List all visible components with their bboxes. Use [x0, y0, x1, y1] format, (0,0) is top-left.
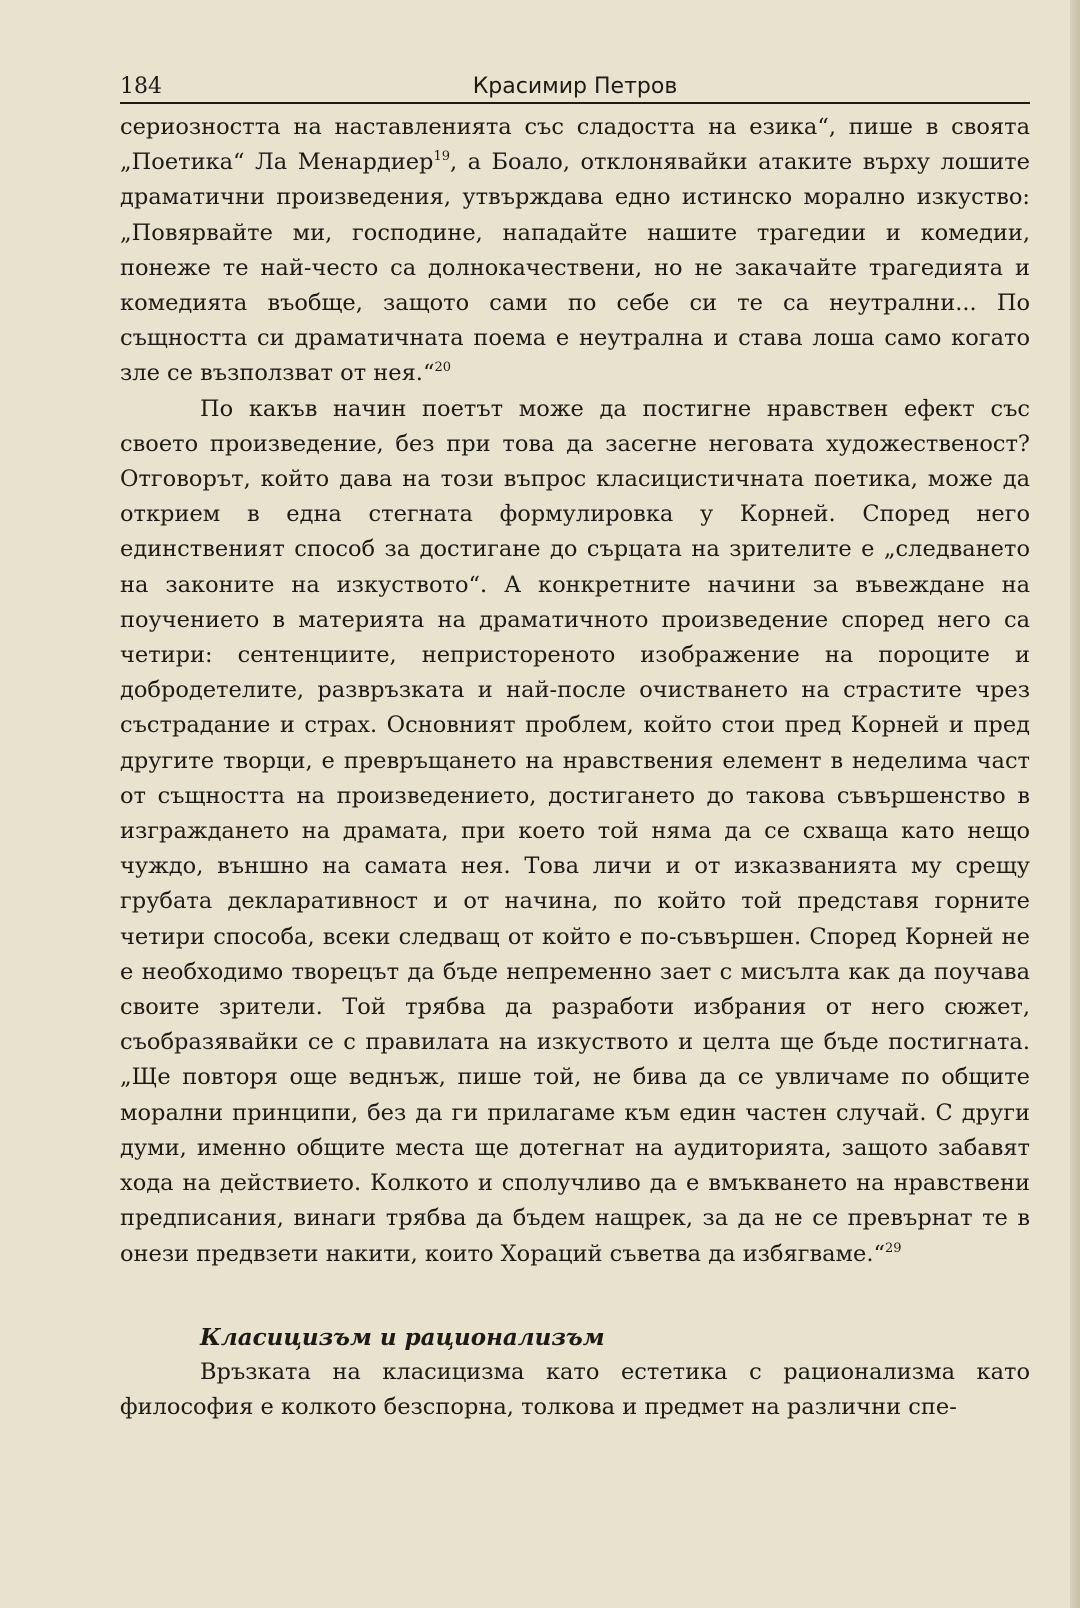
- text-segment: По какъв начин поетът може да постигне нравствен ефект със своето произведение, без при това да засегне неговата художественост? Отговорът, който дава на този въпрос класицистичната поетика, може да открием в една стегната формулировка у Корней. Според него единственият способ за достигане до сърцата на зрителите е „следването на законите на изкуството“. А конкретните начини за въвеждане на поучението в материята на драматичното произведение според него са четири: сентенциите, непристореното изображение на пороците и добродетелите, развръзката и най-после очистването на страстите чрез състрадание и страх. Основният проблем, който стои пред Корней и пред другите творци, е превръщането на нравствения елемент в неделима част от същността на произведението, достигането до такова съвършенство в изграждането на драмата, при което той няма да се схваща като нещо чуждо, външно на самата нея. Това личи и от изказванията му срещу грубата декларативност и от начина, по който той представя горните четири способа, всеки следващ от който е по-съвършен. Според Корней не е необходимо творецът да бъде непременно зает с мисълта как да поучава своите зрители. Той трябва да разработи избрания от него сюжет, съобразявайки се с правилата на изкуството и целта ще бъде постигната. „Ще повторя още веднъж, пише той, не бива да се увличаме по общите морални принципи, без да ги прилагаме към един частен случай. С други думи, именно общите места ще дотегнат на аудиторията, защото забавят хода на действието. Колкото и сполучливо да е вмъкването на нравствени предписания, винаги трябва да бъдем нащрек, за да не се превърнат те в онези предвзети накити, които Хораций съветва да избягваме.“: [120, 395, 1030, 1267]
- paragraph-1: [120, 110, 1030, 392]
- text-segment: сериозността на наставленията със сладостта на езика“, пише в своята „Поетика“ Ла Менардиер: [120, 114, 1030, 176]
- footnote-ref[interactable]: 20: [434, 360, 451, 376]
- paragraph-3: Връзката на класицизма като естетика с рационализма като философия е колкото безспорна, толкова и предмет на различни спе-: [120, 1358, 1030, 1420]
- page-edge: [1070, 0, 1080, 1608]
- body-text: [120, 110, 1030, 1425]
- page-number: 184: [120, 74, 162, 99]
- section-heading: Класицизъм и рационализъм: [200, 1323, 605, 1351]
- running-header: [120, 72, 1030, 104]
- running-title: Красимир Петров: [472, 74, 678, 99]
- footnote-ref[interactable]: 29: [885, 1240, 902, 1256]
- text-segment: , а Боало, отклонявайки атаките върху лошите драматични произведения, утвърждава едно истинско морално изкуство: „Повярвайте ми, господине, нападайте нашите трагедии и комедии, понеже те най-често са долнокачествени, но не закачайте трагедията и комедията въобще, защото сами по себе си те са неутрални... По същността си драматичната поема е неутрална и става лоша само когато зле се възползват от нея.“: [120, 149, 1030, 387]
- footnote-ref[interactable]: 19: [433, 149, 450, 165]
- paragraph-2: [120, 392, 1030, 1272]
